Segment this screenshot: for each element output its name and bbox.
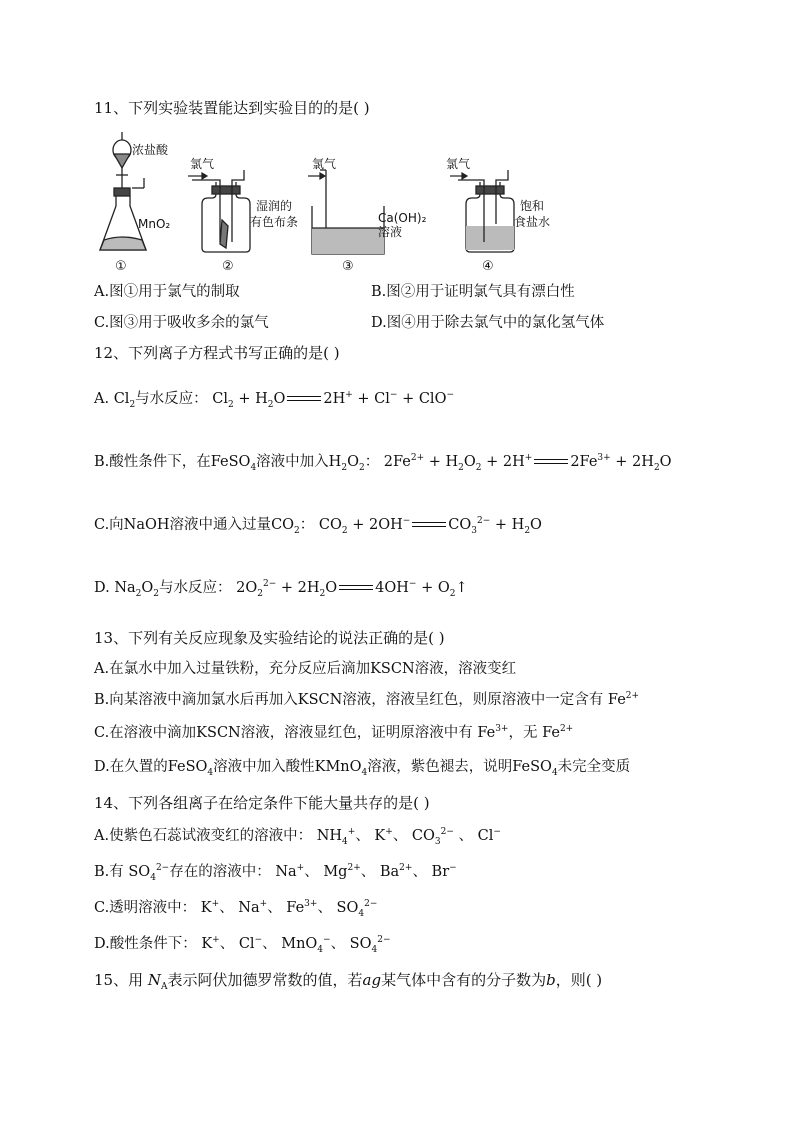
q12-a-text: 与水反应： (135, 391, 208, 407)
apparatus-diagram (94, 130, 554, 274)
question-12-stem: 12、下列离子方程式书写正确的是( ) (94, 344, 340, 362)
q12-b-mid: 溶液中加入 (256, 454, 329, 470)
q14-a-text: A.使紫色石蕊试液变红的溶液中： (94, 828, 313, 844)
label-brine: 食盐水 (514, 215, 551, 229)
label-num-1: ① (115, 259, 127, 274)
q14-c-text: C.透明溶液中： (94, 900, 197, 916)
q13-d-text-1: D.在久置的 (94, 759, 168, 775)
q14-b-text-2: 存在的溶液中： (169, 864, 271, 880)
label-num-2: ② (222, 259, 234, 274)
q12-a-prefix: A. (94, 391, 110, 407)
q15-text-3: 某气体中含有的分子数为 (381, 971, 547, 989)
q12-option-d: D. $Na_2O_2$与水反应： $2O_2^{2-} + 2H_2O$ $4OH^- + O_2↑$ (94, 579, 468, 599)
label-num-3: ③ (342, 259, 354, 274)
q12-option-a: A. $Cl_2$与水反应： $Cl_2 + H_2O$ 2H+ + Cl− + ClO− (94, 390, 455, 410)
label-wet-1: 湿润的 (256, 199, 293, 213)
label-chlorine-2: 氯气 (190, 157, 215, 171)
q12-option-c: C.向NaOH溶液中通入过量$CO_2$： $CO_2 + 2OH^-$ $CO_3^{2-} + H_2O$ (94, 516, 542, 536)
q15-text-2: 表示阿伏加德罗常数的值，若 (167, 971, 363, 989)
label-wet-2: 有色布条 (250, 215, 299, 229)
q13-option-c: C.在溶液中滴加KSCN溶液，溶液显红色，证明原溶液中有 $Fe^{3+}$，无 $Fe^{2+}$ (94, 724, 574, 741)
q14-option-d: D.酸性条件下： K+、 Cl−、 MnO$_4$−、 $SO_4^{2-}$ (94, 935, 391, 955)
q13-d-text-3: 溶液，紫色褪去，说明 (367, 759, 513, 775)
label-conc-hcl: 浓盐酸 (132, 143, 169, 157)
q11-option-d: D.图④用于除去氯气中的氯化氢气体 (371, 315, 605, 331)
label-solution: 溶液 (378, 225, 403, 239)
label-caoh2: Ca(OH)₂ (378, 211, 427, 225)
q13-option-d: D.在久置的FeSO$_4$溶液中加入酸性KMnO$_4$溶液，紫色褪去，说明FeSO$_4$未完全变质 (94, 759, 631, 778)
q11-option-a: A.图①用于氯气的制取 (94, 284, 240, 300)
q11-option-c: C.图③用于吸收多余的氯气 (94, 315, 269, 331)
question-14-stem: 14、下列各组离子在给定条件下能大量共存的是( ) (94, 794, 430, 812)
question-15-stem: 15、用 $N_A$表示阿伏加德罗常数的值，若ag某气体中含有的分子数为b，则( ) (94, 971, 603, 992)
q12-option-b: B.酸性条件下，在FeSO$_4$溶液中加入$H_2O_2$： $2Fe^{2+} + H_2O_2 + 2H^+$ $2Fe^{3+} + 2H_2O$ (94, 453, 672, 473)
q14-option-b: B.有 $SO_4^{2-}$存在的溶液中： Na+、 $Mg^{2+}$、 $Ba^{2+}$、 Br− (94, 863, 457, 883)
q13-d-text-2: 溶液中加入酸性 (213, 759, 315, 775)
label-mno2: MnO₂ (138, 217, 171, 231)
q11-option-b: B.图②用于证明氯气具有漂白性 (371, 284, 575, 300)
q13-c-text-2: ，无 (508, 725, 538, 741)
label-num-4: ④ (482, 259, 494, 274)
q14-b-text-1: B.有 (94, 864, 124, 880)
q14-d-text: D.酸性条件下： (94, 936, 197, 952)
q13-c-text-1: C.在溶液中滴加KSCN溶液，溶液显红色，证明原溶液中有 (94, 725, 473, 741)
question-11-stem: 11、下列实验装置能达到实验目的的是( ) (94, 99, 370, 117)
label-saturated: 饱和 (520, 199, 545, 213)
q13-b-text: B.向某溶液中滴加氯水后再加入KSCN溶液，溶液呈红色，则原溶液中一定含有 (94, 692, 604, 708)
q12-b-prefix: B.酸性条件下，在 (94, 454, 211, 470)
label-chlorine-3: 氯气 (312, 157, 337, 171)
question-13-stem: 13、下列有关反应现象及实验结论的说法正确的是( ) (94, 629, 445, 647)
q13-d-text-4: 未完全变质 (557, 759, 631, 775)
q15-text-4: ，则( ) (555, 971, 603, 989)
q15-text-1: 15、用 (94, 971, 144, 989)
q14-option-c: C.透明溶液中： K+、 Na+、 $Fe^{3+}$、 $SO_4^{2-}$ (94, 899, 378, 919)
label-chlorine-4: 氯气 (446, 157, 471, 171)
q12-c-prefix: C.向NaOH溶液中通入过量 (94, 517, 272, 533)
q12-d-text: 与水反应： (159, 580, 232, 596)
apparatus-figure (94, 130, 554, 274)
q13-option-b: B.向某溶液中滴加氯水后再加入KSCN溶液，溶液呈红色，则原溶液中一定含有 $Fe^{2+}$ (94, 691, 640, 708)
q13-option-a: A.在氯水中加入过量铁粉，充分反应后滴加KSCN溶液，溶液变红 (94, 661, 517, 677)
q14-option-a: A.使紫色石蕊试液变红的溶液中： $NH_4^+$、 K+、 $CO_3^{2-}$ 、 Cl− (94, 827, 501, 847)
q12-d-prefix: D. (94, 580, 110, 596)
